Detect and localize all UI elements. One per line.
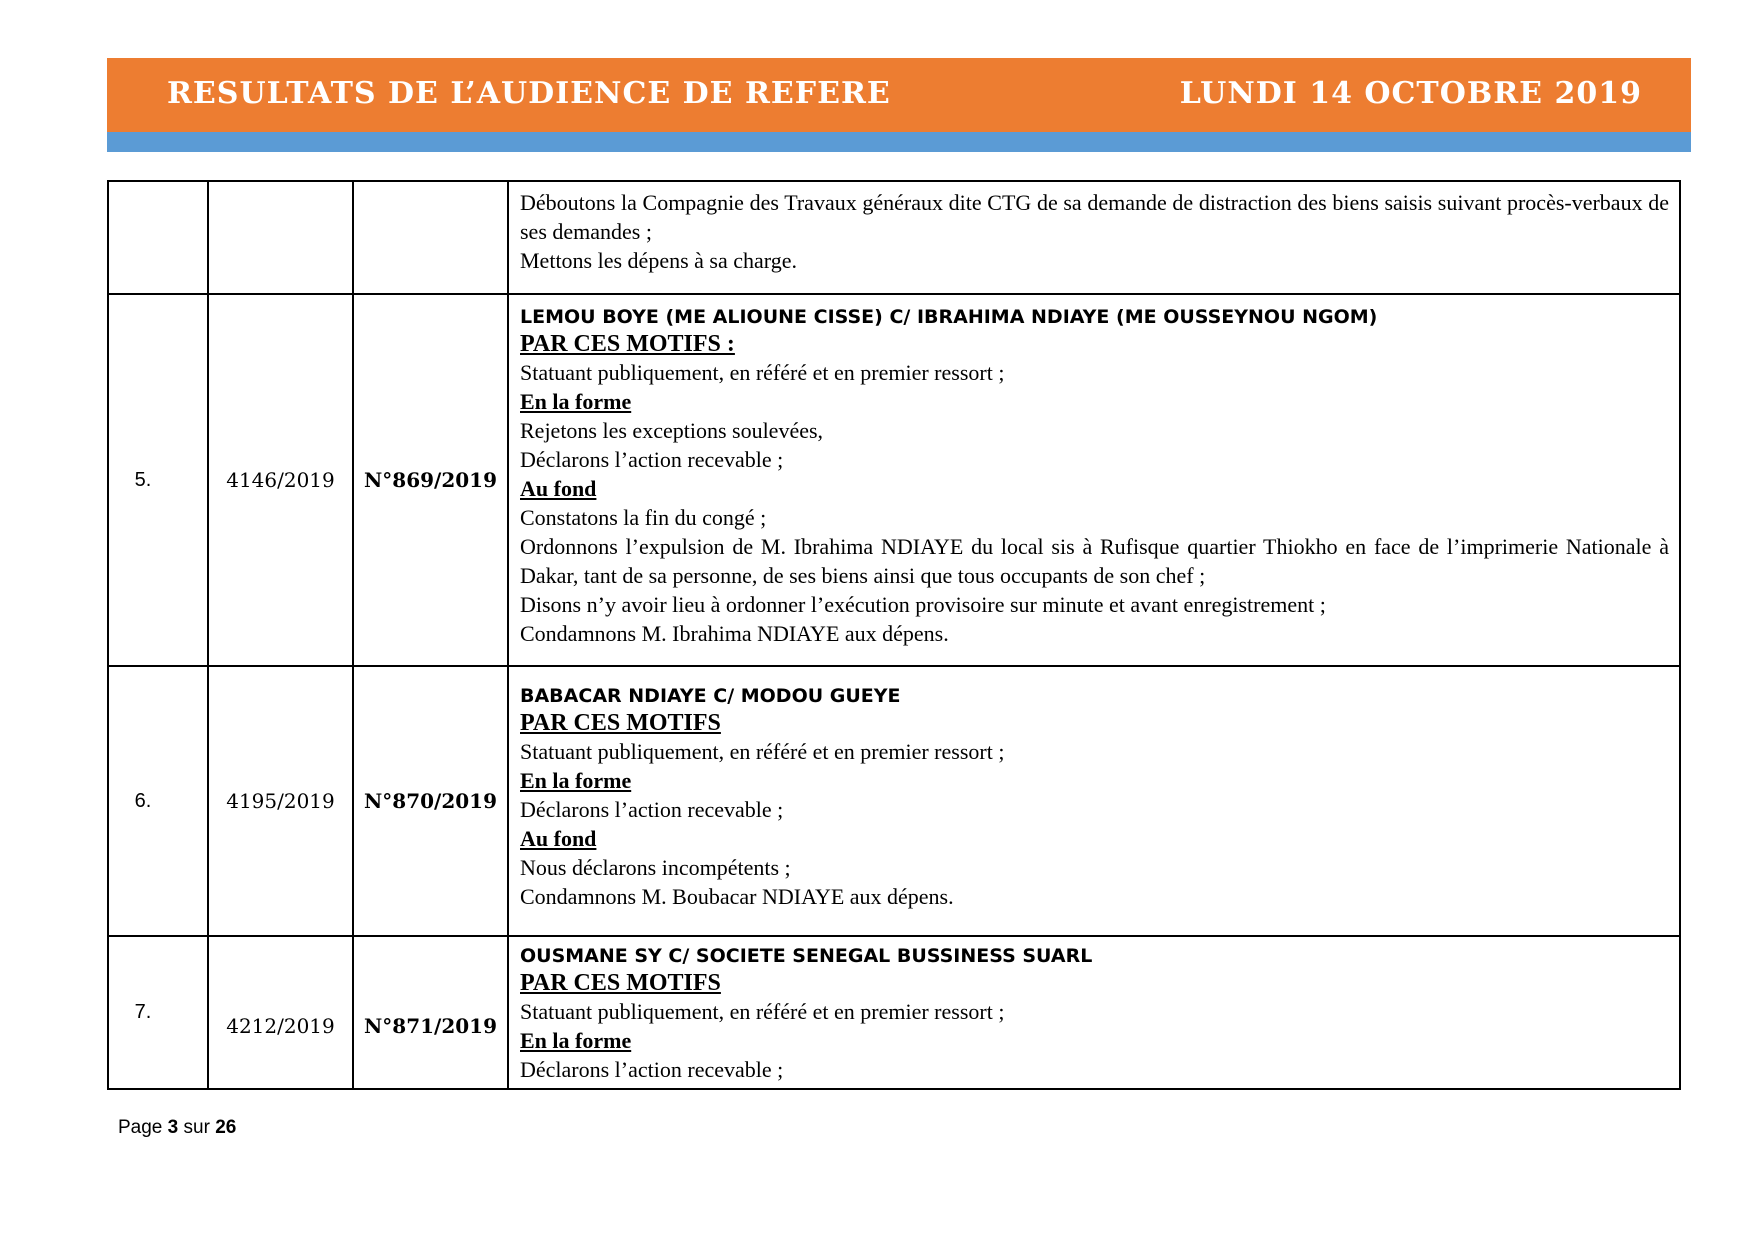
case-parties: LEMOU BOYE (ME ALIOUNE CISSE) C/ IBRAHIMA NDIAYE (ME OUSSEYNOU NGOM) bbox=[520, 306, 1378, 328]
case-number: 6. bbox=[108, 666, 208, 936]
case-number: 7. bbox=[108, 936, 208, 1089]
hearing-date: LUNDI 14 OCTOBRE 2019 bbox=[1179, 76, 1642, 111]
forme-heading: En la forme bbox=[520, 768, 632, 793]
order-number: N°871/2019 bbox=[353, 936, 508, 1089]
order-number: N°869/2019 bbox=[353, 294, 508, 666]
decision-line: Statuant publiquement, en référé et en premier ressort ; bbox=[520, 999, 1005, 1024]
case-number: 5. bbox=[108, 294, 208, 666]
cell-decision bbox=[508, 936, 1680, 1089]
decision-line: Nous déclarons incompétents ; bbox=[520, 855, 791, 880]
motifs-heading: PAR CES MOTIFS bbox=[520, 970, 721, 996]
forme-heading: En la forme bbox=[520, 1028, 632, 1053]
case-parties: BABACAR NDIAYE C/ MODOU GUEYE bbox=[520, 685, 901, 707]
results-table bbox=[107, 180, 1681, 1090]
table-row bbox=[108, 294, 1680, 666]
page-title: RESULTATS DE L’AUDIENCE DE REFERE bbox=[167, 76, 891, 111]
cell-number bbox=[108, 181, 208, 294]
cell-decision bbox=[508, 294, 1680, 666]
role-number: 4212/2019 bbox=[208, 936, 353, 1089]
decision-line: Déclarons l’action recevable ; bbox=[520, 447, 784, 472]
order-number: N°870/2019 bbox=[353, 666, 508, 936]
decision-line: Statuant publiquement, en référé et en premier ressort ; bbox=[520, 360, 1005, 385]
table-row-continuation bbox=[108, 181, 1680, 294]
decision-line: Condamnons M. Boubacar NDIAYE aux dépens. bbox=[520, 884, 954, 909]
decision-line: Rejetons les exceptions soulevées, bbox=[520, 418, 824, 443]
decision-line: Déclarons l’action recevable ; bbox=[520, 797, 784, 822]
forme-heading: En la forme bbox=[520, 389, 632, 414]
cell-decision bbox=[508, 666, 1680, 936]
footer-prefix: Page bbox=[118, 1117, 163, 1138]
table-row bbox=[108, 936, 1680, 1089]
role-number: 4195/2019 bbox=[208, 666, 353, 936]
case-parties: OUSMANE SY C/ SOCIETE SENEGAL BUSSINESS SUARL bbox=[520, 945, 1093, 967]
fond-heading: Au fond bbox=[520, 826, 597, 851]
decision-line: Statuant publiquement, en référé et en premier ressort ; bbox=[520, 739, 1005, 764]
decision-line: Déclarons l’action recevable ; bbox=[520, 1057, 784, 1082]
decision-line: Déboutons la Compagnie des Travaux généraux dite CTG de sa demande de distraction des biens saisis suivant procès-verbaux de ses demandes ; bbox=[520, 190, 1669, 244]
decision-line: Mettons les dépens à sa charge. bbox=[520, 248, 797, 273]
decision-line: Ordonnons l’expulsion de M. Ibrahima NDIAYE du local sis à Rufisque quartier Thiokho en face de l’imprimerie Nationale à Dakar, tant de sa personne, de ses biens ainsi que tous occupants de son chef ; bbox=[520, 534, 1669, 588]
footer-separator: sur bbox=[183, 1117, 210, 1138]
decision-line: Condamnons M. Ibrahima NDIAYE aux dépens. bbox=[520, 621, 949, 646]
role-number: 4146/2019 bbox=[208, 294, 353, 666]
total-pages: 26 bbox=[215, 1117, 237, 1138]
decision-line: Constatons la fin du congé ; bbox=[520, 505, 767, 530]
page-footer bbox=[118, 1117, 236, 1139]
fond-heading: Au fond bbox=[520, 476, 597, 501]
current-page: 3 bbox=[167, 1117, 179, 1138]
motifs-heading: PAR CES MOTIFS bbox=[520, 710, 721, 736]
cell-order bbox=[353, 181, 508, 294]
cell-decision bbox=[508, 181, 1680, 294]
decision-line: Disons n’y avoir lieu à ordonner l’exécution provisoire sur minute et avant enregistrement ; bbox=[520, 592, 1326, 617]
cell-role bbox=[208, 181, 353, 294]
motifs-heading: PAR CES MOTIFS : bbox=[520, 331, 735, 357]
header-stripe bbox=[107, 132, 1691, 152]
table-row bbox=[108, 666, 1680, 936]
